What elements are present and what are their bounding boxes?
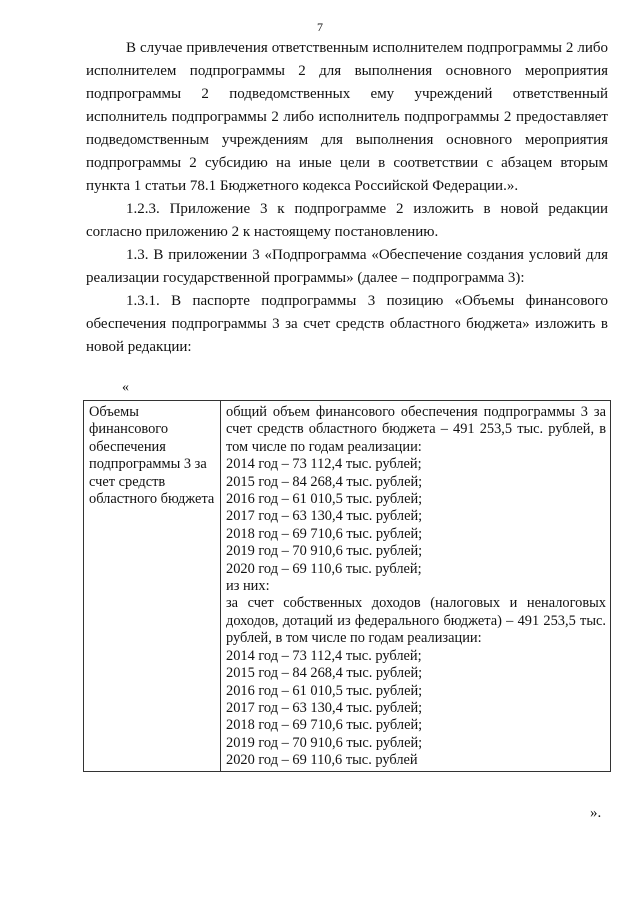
- paragraph-1-3-1: 1.3.1. В паспорте подпрограммы 3 позицию «Объемы финансового обеспечения подпрограммы 3 за счет средств областного бюджета» изложить в новой редакции:: [86, 293, 608, 355]
- year-line: 2015 год – 84 268,4 тыс. рублей;: [226, 473, 423, 490]
- year-line: 2016 год – 61 010,5 тыс. рублей;: [226, 682, 423, 699]
- body-text: [86, 37, 608, 359]
- passport-table: [83, 400, 611, 772]
- page-number: 7: [317, 20, 323, 34]
- year-line: 2020 год – 69 110,6 тыс. рублей: [226, 752, 418, 769]
- year-line: 2020 год – 69 110,6 тыс. рублей;: [226, 560, 422, 577]
- year-line: 2016 год – 61 010,5 тыс. рублей;: [226, 491, 423, 508]
- paragraph-subsidy: В случае привлечения ответственным исполнителем подпрограммы 2 либо исполнителем подпрограммы 2 для выполнения основного мероприятия подпрограммы 2 подведомственных ему учреждений ответственный исполнитель подпрограммы 2 либо исполнитель подпрограммы 2 предоставляет подведомственным учреждениям для выполнения основного мероприятия подпрограммы 2 субсидию на иные цели в соответствии с абзацем вторым пункта 1 статьи 78.1 Бюджетного кодекса Российской Федерации.».: [86, 40, 608, 194]
- of-which-line: из них:: [226, 578, 270, 595]
- year-line: 2015 год – 84 268,4 тыс. рублей;: [226, 665, 423, 682]
- total-funding-line: общий объем финансового обеспечения подпрограммы 3 за счет средств областного бюджета – 491 253,5 тыс. рублей, в том числе по годам реализации:: [226, 404, 606, 455]
- year-line: 2018 год – 69 710,6 тыс. рублей;: [226, 525, 423, 542]
- year-line: 2018 год – 69 710,6 тыс. рублей;: [226, 717, 423, 734]
- year-line: 2017 год – 63 130,4 тыс. рублей;: [226, 699, 423, 716]
- paragraph-1-2-3: 1.2.3. Приложение 3 к подпрограмме 2 изложить в новой редакции согласно приложению 2 к настоящему постановлению.: [86, 201, 608, 240]
- table-label-cell: Объемы финансового обеспечения подпрограммы 3 за счет средств областного бюджета: [84, 401, 221, 772]
- opening-quote: «: [122, 380, 129, 395]
- own-revenue-line: за счет собственных доходов (налоговых и неналоговых доходов, дотаций из федерального бюджета) – 491 253,5 тыс. рублей, в том числе по годам реализации:: [226, 595, 606, 647]
- year-line: 2014 год – 73 112,4 тыс. рублей;: [226, 647, 422, 664]
- table-row: [84, 401, 611, 772]
- year-line: 2019 год – 70 910,6 тыс. рублей;: [226, 543, 423, 560]
- year-line: 2014 год – 73 112,4 тыс. рублей;: [226, 456, 422, 473]
- year-line: 2017 год – 63 130,4 тыс. рублей;: [226, 508, 423, 525]
- table-value-cell: [221, 401, 611, 772]
- year-line: 2019 год – 70 910,6 тыс. рублей;: [226, 734, 423, 751]
- closing-quote: ».: [590, 805, 602, 821]
- paragraph-1-3: 1.3. В приложении 3 «Подпрограмма «Обеспечение создания условий для реализации государственной программы» (далее – подпрограмма 3):: [86, 247, 608, 286]
